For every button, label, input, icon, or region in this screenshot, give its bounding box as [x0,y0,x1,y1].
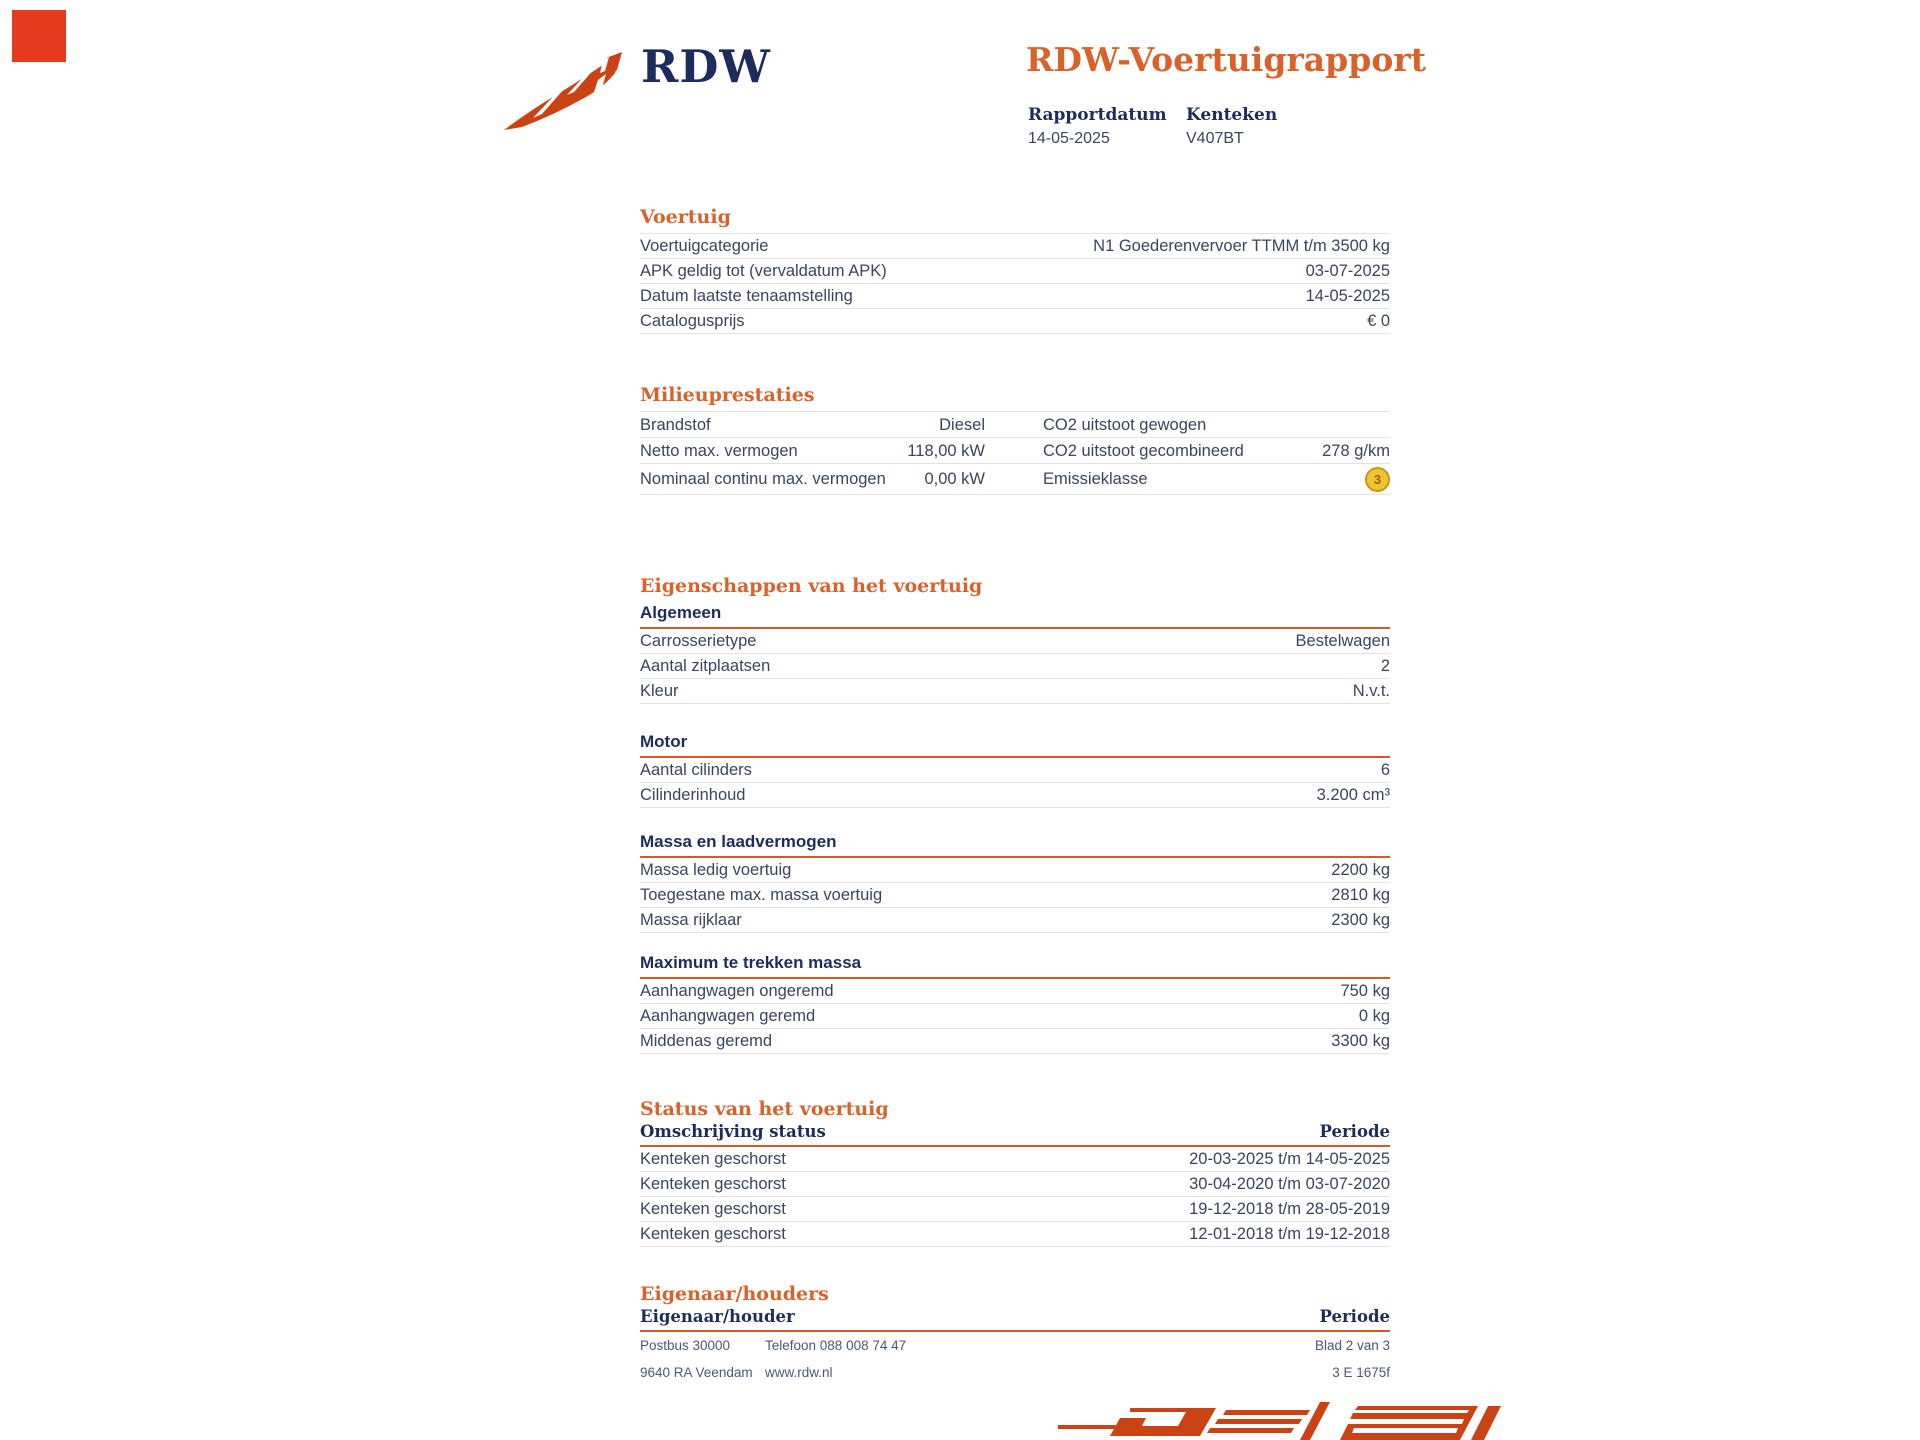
footer-brand-graphic [1058,1400,1503,1440]
rdw-wing-icon [502,50,624,132]
table-row [640,412,1390,438]
row-label: Datum laatste tenaamstelling [640,287,853,305]
row-label: Toegestane max. massa voertuig [640,886,883,904]
footer-doc-code: 3 E 1675f [1332,1365,1390,1380]
table-row [640,1222,1390,1247]
footer-page-info: Blad 2 van 3 [1314,1338,1390,1353]
divider [640,1330,1390,1332]
eigenaar-table-header [640,1305,1390,1330]
license-plate-label: Kenteken [1186,105,1278,125]
row-value: Diesel [939,415,985,434]
footer-phone: Telefoon 088 008 74 47 [765,1338,907,1353]
row-label: Netto max. vermogen [640,441,798,460]
massa-table [640,858,1390,933]
row-label: Aanhangwagen ongeremd [640,982,834,1000]
row-label: Massa rijklaar [640,911,742,929]
row-label: Aantal zitplaatsen [640,657,771,675]
status-table-header [640,1120,1390,1145]
row-value: 2810 kg [1331,886,1390,904]
table-row [640,758,1390,783]
row-label: Kleur [640,682,679,700]
table-row [640,1172,1390,1197]
row-label: Middenas geremd [640,1032,773,1050]
row-label: CO2 uitstoot gecombineerd [1043,441,1244,460]
status-cell: Kenteken geschorst [640,1175,786,1193]
row-value: 03-07-2025 [1305,262,1390,280]
row-label: Nominaal continu max. vermogen [640,470,886,488]
footer-website: www.rdw.nl [765,1365,833,1380]
row-label: CO2 uitstoot gewogen [1043,415,1207,434]
table-row [640,1147,1390,1172]
page-footer [640,1338,1390,1392]
row-value: 3.200 cm³ [1316,786,1390,804]
report-date-label: Rapportdatum [1028,105,1167,125]
table-row [640,234,1390,259]
milieuprestaties-table [640,411,1390,495]
section-title-eigenschappen: Eigenschappen van het voertuig [640,575,983,597]
footer-line [640,1365,1390,1380]
report-body [640,206,1390,1332]
table-row [640,309,1390,334]
page-title: RDW-Voertuigrapport [1026,40,1426,79]
periode-cell: 19-12-2018 t/m 28-05-2019 [1189,1200,1390,1218]
periode-cell: 30-04-2020 t/m 03-07-2020 [1189,1175,1390,1193]
periode-cell: 12-01-2018 t/m 19-12-2018 [1189,1225,1390,1243]
table-row [640,629,1390,654]
row-label: Aanhangwagen geremd [640,1007,816,1025]
row-value: 0,00 kW [924,470,985,488]
report-date-value: 14-05-2025 [1028,130,1110,147]
table-row [640,438,1390,464]
rdw-logo-text: RDW [641,40,771,93]
section-title-eigenaar: Eigenaar/houders [640,1283,829,1305]
table-row [640,783,1390,808]
table-row [640,883,1390,908]
row-value: N.v.t. [1352,682,1390,700]
row-label: Massa ledig voertuig [640,861,792,879]
row-value: 2 [1380,657,1390,675]
row-value: N1 Goederenvervoer TTMM t/m 3500 kg [1093,237,1390,255]
table-row [640,1029,1390,1054]
section-title-voertuig: Voertuig [640,206,731,228]
voertuig-table [640,233,1390,334]
status-cell: Kenteken geschorst [640,1200,786,1218]
subsection-title-motor: Motor [640,732,688,751]
status-table [640,1147,1390,1247]
column-header: Periode [1319,1307,1390,1326]
footer-line [640,1338,1390,1353]
table-row [640,679,1390,704]
table-row [640,979,1390,1004]
table-row [640,259,1390,284]
row-value: 2300 kg [1331,911,1390,929]
row-value: 750 kg [1340,982,1390,1000]
footer-address-line2: 9640 RA Veendam [640,1365,753,1380]
emission-class-badge: 3 [1365,467,1390,492]
subsection-title-algemeen: Algemeen [640,603,722,622]
column-header: Omschrijving status [640,1122,826,1141]
row-label: Voertuigcategorie [640,237,769,255]
status-cell: Kenteken geschorst [640,1225,786,1243]
row-label: Cilinderinhoud [640,786,746,804]
table-row [640,1197,1390,1222]
row-label: Emissieklasse [1043,470,1148,488]
table-row [640,908,1390,933]
column-header: Periode [1319,1122,1390,1141]
corner-marker [12,10,66,62]
row-value: € 0 [1367,312,1390,330]
row-value: 14-05-2025 [1305,287,1390,305]
section-title-milieuprestaties: Milieuprestaties [640,384,815,406]
table-row [640,1004,1390,1029]
row-label: Carrosserietype [640,632,757,650]
subsection-title-massa: Massa en laadvermogen [640,832,837,851]
table-row [640,464,1390,495]
periode-cell: 20-03-2025 t/m 14-05-2025 [1189,1150,1390,1168]
subsection-title-trekken: Maximum te trekken massa [640,953,862,972]
status-cell: Kenteken geschorst [640,1150,786,1168]
table-row [640,284,1390,309]
row-label: Brandstof [640,415,711,434]
column-header: Eigenaar/houder [640,1307,795,1326]
row-value: 278 g/km [1322,441,1390,460]
row-value: 6 [1380,761,1390,779]
table-row [640,654,1390,679]
footer-address-line1: Postbus 30000 [640,1338,731,1353]
license-plate-value: V407BT [1186,130,1244,147]
row-label: Catalogusprijs [640,312,745,330]
row-value: Bestelwagen [1295,632,1390,650]
algemeen-table [640,629,1390,704]
row-value: 0 kg [1358,1007,1390,1025]
table-row [640,858,1390,883]
section-title-status: Status van het voertuig [640,1098,889,1120]
row-label: APK geldig tot (vervaldatum APK) [640,262,887,280]
trekken-table [640,979,1390,1054]
row-value: 3300 kg [1331,1032,1390,1050]
row-value: 118,00 kW [907,441,985,460]
row-value: 2200 kg [1331,861,1390,879]
motor-table [640,758,1390,808]
row-label: Aantal cilinders [640,761,752,779]
